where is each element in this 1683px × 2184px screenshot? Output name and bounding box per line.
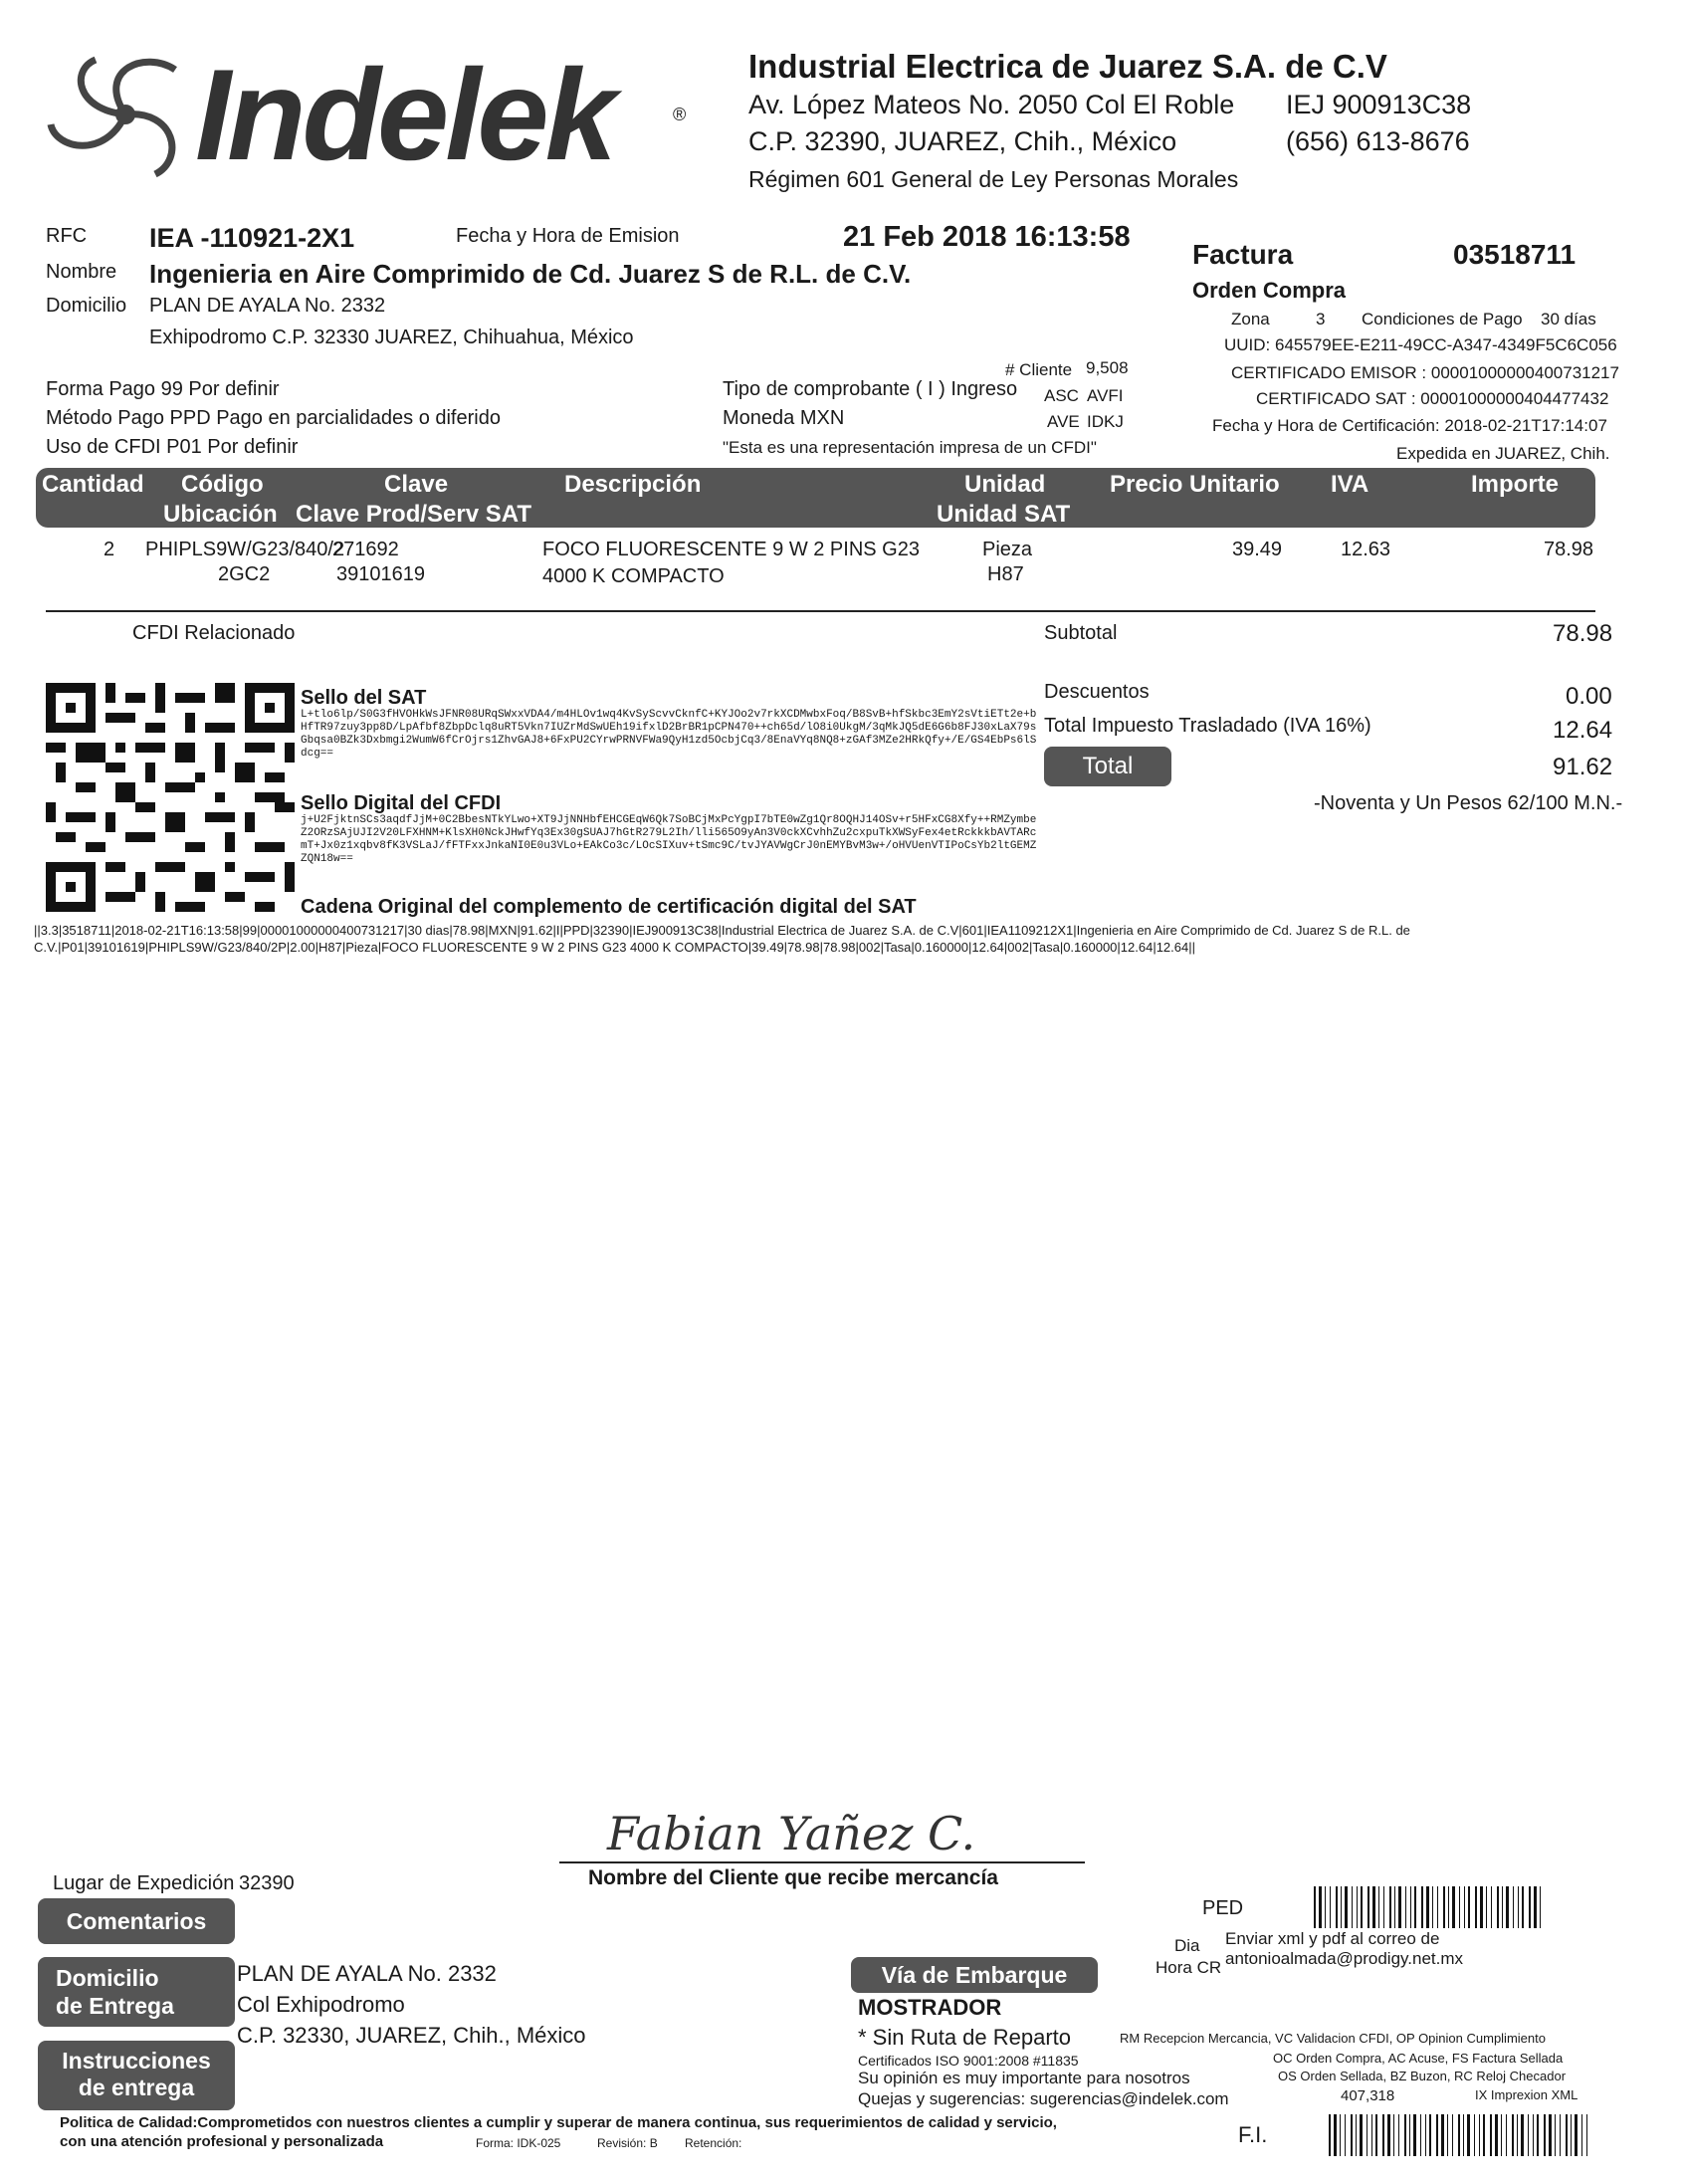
- nombre-cliente-label: Nombre del Cliente que recibe mercancía: [588, 1866, 998, 1889]
- issuer-address-2: C.P. 32390, JUAREZ, Chih., México: [748, 126, 1177, 156]
- opinion-text: Su opinión es muy importante para nosotros: [858, 2069, 1190, 2087]
- cert-sat: CERTIFICADO SAT : 00001000000404477432: [1256, 389, 1609, 408]
- sello-sat-label: Sello del SAT: [301, 687, 427, 709]
- header-ubicacion: Ubicación: [163, 501, 278, 528]
- instrucciones-pill: [38, 2041, 235, 2110]
- row-clave-prod: 39101619: [336, 563, 425, 585]
- header-descripcion: Descripción: [564, 471, 702, 498]
- total-label-pill: Total: [1044, 747, 1171, 786]
- row-codigo: PHIPLS9W/G23/840/2: [145, 539, 345, 560]
- politica-line-2: con una atención profesional y personalizada: [60, 2133, 384, 2150]
- impuesto-label: Total Impuesto Trasladado (IVA 16%): [1044, 715, 1371, 737]
- row-descripcion-1: FOCO FLUORESCENTE 9 W 2 PINS G23: [542, 539, 920, 560]
- row-unidad: Pieza: [982, 539, 1033, 560]
- ave-label: AVE: [1047, 412, 1080, 431]
- quejas-text: Quejas y sugerencias: sugerencias@indelek.com: [858, 2089, 1229, 2108]
- lugar-expedicion-value: 32390: [239, 1872, 295, 1894]
- header-cantidad: Cantidad: [42, 471, 144, 498]
- leyenda-4: IX Imprexion XML: [1475, 2087, 1578, 2102]
- lugar-expedicion-label: Lugar de Expedición: [53, 1872, 235, 1894]
- enviar-line-1: Enviar xml y pdf al correo de: [1225, 1929, 1440, 1948]
- comentarios-pill: Comentarios: [38, 1898, 235, 1944]
- domicilio-entrega-pill: [38, 1957, 235, 2027]
- fi-label: F.I.: [1238, 2122, 1268, 2147]
- registered-mark: ®: [673, 105, 687, 124]
- header-precio: Precio Unitario: [1110, 471, 1280, 498]
- cadena-label: Cadena Original del complemento de certificación digital del SAT: [301, 896, 917, 918]
- descuentos-value: 0.00: [1566, 683, 1612, 710]
- row-descripcion-2: 4000 K COMPACTO: [542, 565, 725, 587]
- entrega-line-2: Col Exhipodromo: [237, 1992, 405, 2017]
- via-embarque-value: MOSTRADOR: [858, 1995, 1002, 2020]
- swirl-logo-icon: [36, 40, 215, 189]
- leyenda-3: OS Orden Sellada, BZ Buzon, RC Reloj Checador: [1278, 2069, 1567, 2083]
- signature-line: [559, 1861, 1085, 1863]
- moneda: Moneda MXN: [723, 407, 845, 429]
- hora-cr-label: Hora CR: [1156, 1958, 1222, 1977]
- forma-pago: Forma Pago 99 Por definir: [46, 378, 280, 400]
- issuer-address-1: Av. López Mateos No. 2050 Col El Roble: [748, 90, 1235, 119]
- sello-cfdi-text: j+U2FjktnSCs3aqdfJjM+0C2BbesNTkYLwo+XT9JjNNHbfEHCGEqW6Qk7SoBCjMxPcYgpI7bTE0wZg1Qr8OQHJ14OSv+r5HFxCG8Xfy++RMZymbeZ2ORzSAjUJI2V20LFXHNM+KlsXH0NckJHwfYq3Ex30gSUAJ7hGtR279L2Ih/lli565O9yAn3V0ckXCvhhZu2cxpuTkXWSyFex4etRckkkbAVTARcmT+Jx0z1xqbv8fK3VSLaJ/fFTFxxJnkaNI0E0u3VLo+EAkCo3c/LOcSIXuv+tSmc9C/tvJYAVWgCrJ0nEMYBvM3w+/oHVUenVTIPoCsYb2ltGEMZZQN18w==: [301, 814, 1037, 865]
- expedida: Expedida en JUAREZ, Chih.: [1396, 444, 1610, 463]
- barcode-top-icon: [1314, 1886, 1543, 1928]
- dia-label: Dia: [1174, 1936, 1200, 1955]
- subtotal-value: 78.98: [1553, 620, 1613, 647]
- ruta-reparto: * Sin Ruta de Reparto: [858, 2025, 1072, 2050]
- entrega-line-1: PLAN DE AYALA No. 2332: [237, 1961, 497, 1986]
- leyenda-1: RM Recepcion Mercancia, VC Validacion CFDI, OP Opinion Cumplimiento: [1120, 2031, 1546, 2046]
- header-unidad-sat: Unidad SAT: [937, 501, 1071, 528]
- customer-signature: Fabian Yañez C.: [607, 1807, 976, 1860]
- row-cantidad: 2: [104, 539, 115, 560]
- condiciones-value: 30 días: [1541, 310, 1596, 328]
- qr-code-icon: [46, 683, 295, 912]
- domicilio-label: Domicilio: [46, 295, 127, 317]
- cliente-value: 9,508: [1086, 358, 1129, 377]
- issuer-name: Industrial Electrica de Juarez S.A. de C.V: [748, 48, 1387, 85]
- header-importe: Importe: [1471, 471, 1560, 498]
- sello-sat-text: L+tlo6lp/S0G3fHVOHkWsJFNR08URqSWxxVDA4/m4HLOv1wq4KvSyScvvCknfC+KYJOo2v7rkXCDMwbxFoq/B8SvB+hfSkbc3EmY2sVtiETt2e+bHfTR97zuy3pp8D/LpAfbf8ZbpDclq8uRT5Vkn7IUZrMdSwUEh19ifxlD2BrBR1pCPN470++ch65d/lO8i0UkgM/3qMkJQ5dE6G6b8FJ30xLaX79sGbqsa0BZk3Dxbmgi2WumW6fCrOjrs1ZhvGAJ8+6FxPU2CYrwPRNVFWa9QyH1zd5OcbjCq3/8EnaVYq8NQ8+zGAf3MZe2HRkQfy+/E/GS4EbPs6lSdcg==: [301, 709, 1037, 760]
- total-value: 91.62: [1553, 754, 1613, 780]
- impuesto-value: 12.64: [1553, 717, 1613, 744]
- ave-value: IDKJ: [1087, 412, 1124, 431]
- header-clave: Clave: [384, 471, 449, 498]
- instrucciones-line1: Instrucciones: [62, 2048, 211, 2074]
- revision: Revisión: B: [597, 2136, 658, 2150]
- entrega-line-3: C.P. 32330, JUAREZ, Chih., México: [237, 2023, 586, 2048]
- descuentos-label: Descuentos: [1044, 681, 1150, 703]
- customer-address-1: PLAN DE AYALA No. 2332: [149, 295, 386, 317]
- retencion: Retención:: [685, 2136, 742, 2150]
- row-iva: 12.63: [1341, 539, 1391, 560]
- row-clave: 271692: [332, 539, 399, 560]
- customer-rfc: IEA -110921-2X1: [149, 223, 355, 253]
- brand-name: Indelek: [195, 42, 613, 187]
- asc-label: ASC: [1044, 386, 1079, 405]
- company-logo: [36, 35, 713, 194]
- row-importe: 78.98: [1544, 539, 1594, 560]
- issuer-regimen: Régimen 601 General de Ley Personas Morales: [748, 166, 1239, 192]
- header-clave-prod: Clave Prod/Serv SAT: [296, 501, 531, 528]
- domicilio-entrega-line1: Domicilio: [56, 1965, 159, 1991]
- header-iva: IVA: [1331, 471, 1369, 498]
- factura-label: Factura: [1192, 239, 1294, 270]
- customer-name: Ingenieria en Aire Comprimido de Cd. Juarez S de R.L. de C.V.: [149, 259, 912, 289]
- metodo-pago: Método Pago PPD Pago en parcialidades o diferido: [46, 407, 501, 429]
- domicilio-entrega-line2: de Entrega: [56, 1993, 174, 2019]
- factura-number: 03518711: [1453, 239, 1577, 270]
- tipo-comprobante: Tipo de comprobante ( I ) Ingreso: [723, 378, 1018, 400]
- row-ubicacion: 2GC2: [218, 563, 271, 585]
- asc-value: AVFI: [1087, 386, 1124, 405]
- iso-cert: Certificados ISO 9001:2008 #11835: [858, 2053, 1079, 2069]
- total-letra: -Noventa y Un Pesos 62/100 M.N.-: [1314, 792, 1623, 814]
- row-unidad-sat: H87: [987, 563, 1024, 585]
- cert-emisor: CERTIFICADO EMISOR : 00001000000400731217: [1231, 363, 1619, 382]
- representacion-impresa: "Esta es una representación impresa de un CFDI": [723, 438, 1097, 457]
- enviar-line-2: antonioalmada@prodigy.net.mx: [1225, 1949, 1464, 1968]
- orden-compra-label: Orden Compra: [1192, 278, 1347, 303]
- cadena-text: ||3.3|3518711|2018-02-21T16:13:58|99|00001000000400731217|30 dias|78.98|MXN|91.62|I|PPD|32390|IEJ900913C38|Industrial Electrica de Juarez S.A. de C.V|601|IEA1109212X1|Ingenieria en Aire Comprimido de Cd. Juarez S de R.L. de C.V.|P01|39101619|PHIPLS9W/G23/840/2P|2.00|H87|Pieza|FOCO FLUORESCENTE 9 W 2 PINS G23 4000 K COMPACTO|39.49|78.98|78.98|002|Tasa|0.160000|12.64|002|Tasa|0.160000|12.64|12.64||: [34, 923, 1410, 955]
- customer-address-2: Exhipodromo C.P. 32330 JUAREZ, Chihuahua, México: [149, 327, 634, 348]
- subtotal-label: Subtotal: [1044, 622, 1118, 644]
- issuer-phone: (656) 613-8676: [1286, 126, 1470, 156]
- forma-code: Forma: IDK-025: [476, 2136, 561, 2150]
- zona-value: 3: [1316, 310, 1326, 328]
- nombre-label: Nombre: [46, 261, 117, 283]
- zona-label: Zona: [1231, 310, 1270, 328]
- leyenda-num: 407,318: [1341, 2087, 1395, 2104]
- header-unidad: Unidad: [964, 471, 1046, 498]
- uuid: UUID: 645579EE-E211-49CC-A347-4349F5C6C056: [1224, 335, 1617, 354]
- barcode-bottom-icon: [1329, 2114, 1587, 2156]
- issuer-rfc: IEJ 900913C38: [1286, 90, 1472, 119]
- sello-cfdi-label: Sello Digital del CFDI: [301, 792, 502, 814]
- condiciones-label: Condiciones de Pago: [1362, 310, 1523, 328]
- uso-cfdi: Uso de CFDI P01 Por definir: [46, 436, 299, 458]
- ped-label: PED: [1202, 1897, 1244, 1919]
- leyenda-2: OC Orden Compra, AC Acuse, FS Factura Sellada: [1273, 2051, 1564, 2066]
- via-embarque-pill: Vía de Embarque: [851, 1957, 1098, 1993]
- cfdi-relacionado: CFDI Relacionado: [132, 622, 296, 644]
- row-precio: 39.49: [1232, 539, 1283, 560]
- header-codigo: Código: [181, 471, 264, 498]
- rfc-label: RFC: [46, 225, 88, 247]
- fecha-cert: Fecha y Hora de Certificación: 2018-02-21T17:14:07: [1212, 416, 1607, 435]
- instrucciones-line2: de entrega: [78, 2075, 195, 2100]
- emision-value: 21 Feb 2018 16:13:58: [843, 221, 1131, 253]
- politica-line-1: Politica de Calidad:Comprometidos con nuestros clientes a cumplir y superar de manera continua, sus requerimientos de calidad y servicio,: [60, 2114, 1057, 2131]
- cliente-label: # Cliente: [1005, 360, 1073, 379]
- emision-label: Fecha y Hora de Emision: [456, 225, 680, 247]
- table-divider: [46, 610, 1595, 612]
